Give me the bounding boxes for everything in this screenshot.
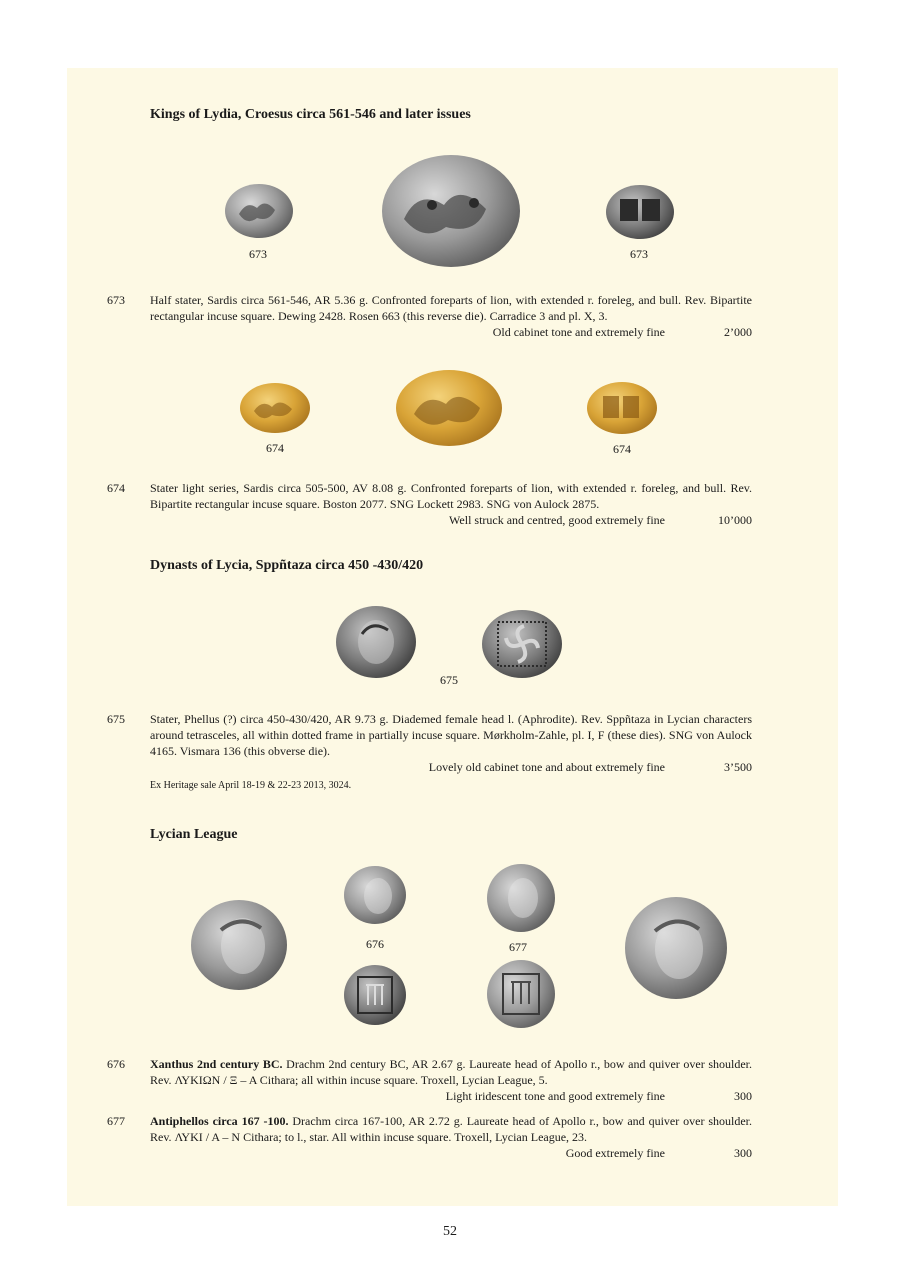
caption-673-left: 673 xyxy=(249,247,267,261)
coin-676-obverse-large xyxy=(191,900,287,990)
lot-description xyxy=(150,1056,752,1088)
incuse-square-icon xyxy=(606,185,674,239)
lot-674 xyxy=(107,480,752,530)
lot-condition: Lovely old cabinet tone and about extremely fine xyxy=(428,760,665,774)
coin-676-reverse xyxy=(344,965,406,1025)
lot-description-text: Drachm 2nd century BC, AR 2.67 g. Laureate head of Apollo r., bow and quiver over shoulder. Rev. ΛΥΚΙΩΝ / Ξ – Α Cithara; all within incuse square. Troxell, Lycian League, 5. xyxy=(150,1057,752,1087)
lot-price: 3’500 xyxy=(724,760,752,774)
incuse-square-icon xyxy=(587,382,657,434)
lot-description xyxy=(150,1113,752,1145)
lot-price: 2’000 xyxy=(724,325,752,339)
lion-bull-motif-icon xyxy=(396,370,502,446)
page-number: 52 xyxy=(443,1224,457,1239)
coin-674-obverse-large xyxy=(396,370,502,446)
section-title-lydia: Kings of Lydia, Croesus circa 561-546 and later issues xyxy=(150,107,471,122)
caption-674-left: 674 xyxy=(266,441,284,455)
section-title-lycian-league: Lycian League xyxy=(150,827,238,842)
lion-bull-motif-icon xyxy=(382,155,520,267)
section-title-lycia-dynasts: Dynasts of Lycia, Sppñtaza circa 450 -430/420 xyxy=(150,558,424,573)
lion-bull-motif-icon xyxy=(240,383,310,433)
lot-number: 675 xyxy=(107,712,125,726)
lot-677 xyxy=(107,1113,752,1161)
lot-675-provenance: Ex Heritage sale April 18-19 & 22-23 2013, 3024. xyxy=(150,780,352,791)
coin-673-reverse xyxy=(606,185,674,239)
coin-677-reverse xyxy=(487,960,555,1028)
lot-676 xyxy=(107,1056,752,1104)
lot-number: 677 xyxy=(107,1114,125,1128)
lot-description: Stater, Phellus (?) circa 450-430/420, AR 9.73 g. Diademed female head l. (Aphrodite). Rev. Sppñtaza in Lycian characters around tetrasceles, all within dotted frame in partially incuse square. Mørkholm-Zahle, pl. I, F (these dies). SNG von Aulock 4165. Vismara 136 (this obverse die). xyxy=(150,712,752,758)
lot-condition: Good extremely fine xyxy=(565,1146,665,1160)
lot-description: Half stater, Sardis circa 561-546, AR 5.36 g. Confronted foreparts of lion, with extended r. foreleg, and bull. Rev. Bipartite rectangular incuse square. Dewing 2428. Rosen 663 (this reverse die). Carradice 3 and pl. X, 3. xyxy=(150,293,752,323)
caption-674-right: 674 xyxy=(613,442,631,456)
lot-price: 300 xyxy=(734,1089,752,1103)
coin-675-reverse xyxy=(482,610,562,678)
caption-673-right: 673 xyxy=(630,247,648,261)
coin-674-reverse xyxy=(587,382,657,434)
lot-price: 300 xyxy=(734,1146,752,1160)
lot-price: 10’000 xyxy=(718,513,752,527)
caption-677: 677 xyxy=(509,940,527,954)
lot-description: Stater light series, Sardis circa 505-500, AV 8.08 g. Confronted foreparts of lion, with extended r. foreleg, and bull. Rev. Bipartite rectangular incuse square. Boston 2077. SNG Lockett 2983. SNG von Aulock 2875. xyxy=(150,481,752,511)
lot-number: 673 xyxy=(107,293,125,307)
coin-677-obverse-small xyxy=(487,864,555,932)
cithara-icon xyxy=(487,960,555,1028)
lot-condition: Old cabinet tone and extremely fine xyxy=(492,325,665,339)
lion-bull-motif-icon xyxy=(225,184,293,238)
apollo-head-icon xyxy=(487,864,555,932)
apollo-head-icon xyxy=(191,900,287,990)
caption-676: 676 xyxy=(366,937,384,951)
coin-677-obverse-large xyxy=(625,897,727,999)
coin-673-obverse-small xyxy=(225,184,293,238)
lot-number: 676 xyxy=(107,1057,125,1071)
lot-673 xyxy=(107,292,752,352)
lot-lead: Xanthus 2nd century BC. xyxy=(150,1057,283,1071)
lot-lead: Antiphellos circa 167 -100. xyxy=(150,1114,289,1128)
apollo-head-icon xyxy=(625,897,727,999)
lot-number: 674 xyxy=(107,481,125,495)
apollo-head-icon xyxy=(344,866,406,924)
coin-675-obverse xyxy=(336,606,416,678)
coin-673-obverse-large xyxy=(382,155,520,267)
lot-condition: Light iridescent tone and good extremely fine xyxy=(445,1089,665,1103)
cithara-icon xyxy=(344,965,406,1025)
female-head-icon xyxy=(336,606,416,678)
lot-condition: Well struck and centred, good extremely fine xyxy=(449,513,665,527)
coin-674-obverse-small xyxy=(240,383,310,433)
tetrasceles-icon xyxy=(482,610,562,678)
lot-description-text: Drachm circa 167-100, AR 2.72 g. Laureate head of Apollo r., bow and quiver over shoulder. Rev. ΛΥΚΙ / Α – Ν Cithara; to l., star. All within incuse square. Troxell, Lycian League, 23. xyxy=(150,1114,752,1144)
caption-675: 675 xyxy=(440,673,458,687)
coin-676-obverse-small xyxy=(344,866,406,924)
lot-675 xyxy=(107,711,752,775)
